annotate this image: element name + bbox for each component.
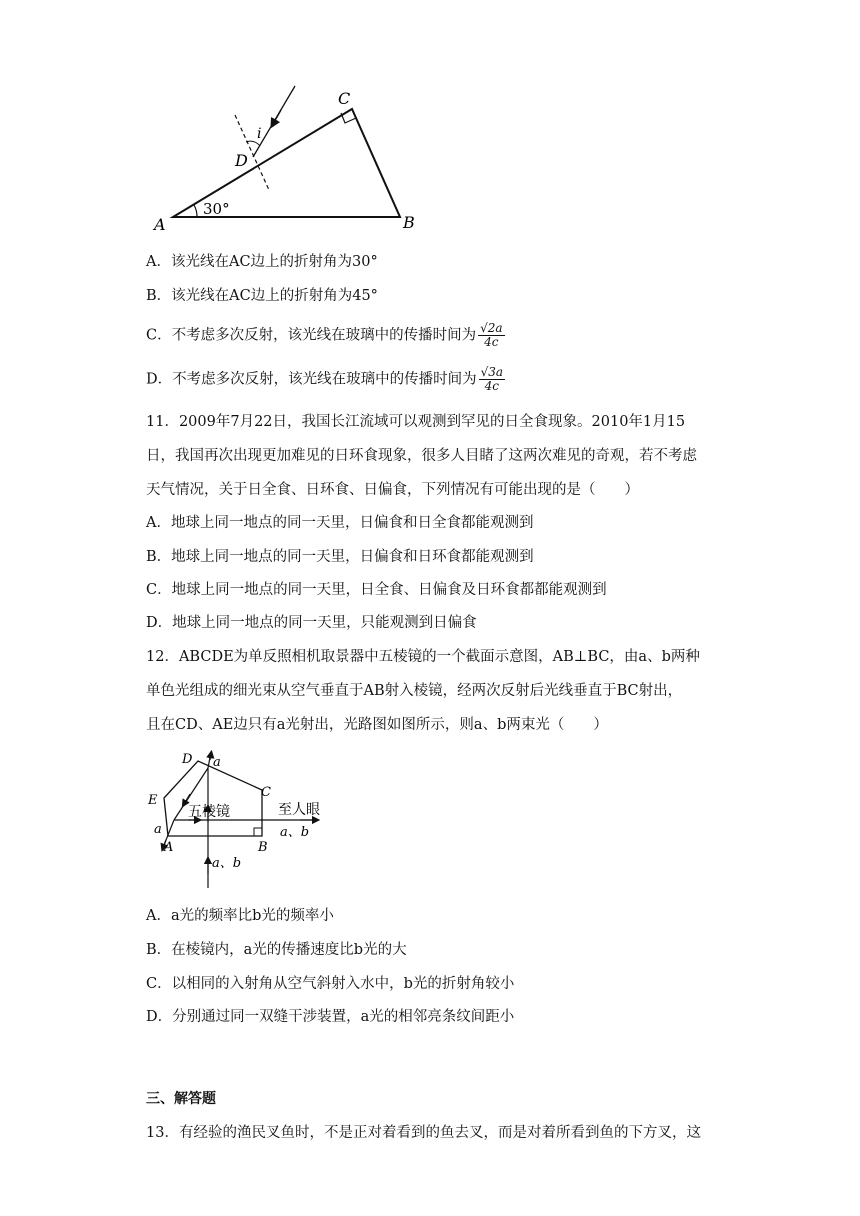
angle-arc [194,205,197,217]
q11-option-a: A．地球上同一地点的同一天里，日偏食和日全食都能观测到 [146,515,534,531]
label-i: i [257,126,262,142]
right-angle-mark-b [254,828,262,836]
label-a: A [154,215,166,234]
q10-option-a: A．该光线在AC边上的折射角为30° [146,254,378,270]
q10-option-c-text: C．不考虑多次反射，该光线在玻璃中的传播时间为 [146,327,477,344]
q11-option-c: C．地球上同一地点的同一天里，日全食、日偏食及日环食都都能观测到 [146,582,607,598]
pentaprism-figure [140,748,350,890]
label-a2: A [164,840,174,855]
label-eye: 至人眼 [278,802,320,818]
label-e: E [148,793,158,808]
reflected-arrow [184,794,190,804]
label-d2: D [182,752,193,767]
label-angle: 30° [203,200,230,218]
q10-option-d-text: D．不考虑多次反射，该光线在玻璃中的传播时间为 [146,371,477,388]
label-b: B [403,213,415,232]
label-prism: 五棱镜 [188,804,230,820]
q10-option-c-fraction: $\frac{√2a}{4c}$ [480,321,503,349]
label-c2: C [261,785,271,800]
q11-option-b: B．地球上同一地点的同一天里，日偏食和日环食都能观测到 [146,549,534,565]
q12-stem-line-3: 且在CD、AE边只有a光射出，光路图如图所示，则a、b两束光（ ） [146,717,608,733]
q10-option-d-fraction: $\frac{√3a}{4c}$ [480,365,504,393]
q10-option-d [146,366,505,393]
q11-stem-line-3: 天气情况，关于日全食、日环食、日偏食，下列情况有可能出现的是（ ） [146,482,639,498]
label-d: D [235,151,248,170]
q12-option-c: C．以相同的入射角从空气斜射入水中，b光的折射角较小 [146,976,515,992]
label-b2: B [258,840,268,855]
label-a-left: a [154,822,162,837]
q12-stem-line-2: 单色光组成的细光束从空气垂直于AB射入棱镜，经两次反射后光线垂直于BC射出， [146,683,683,699]
label-a-top: a [213,755,221,770]
q11-stem-line-1: 11．2009年7月22日，我国长江流域可以观测到罕见的日全食现象。2010年1月15 [146,414,686,430]
prism-outline [164,761,262,836]
q12-option-d: D．分别通过同一双缝干涉装置，a光的相邻亮条纹间距小 [146,1009,515,1025]
q11-option-d: D．地球上同一地点的同一天里，只能观测到日偏食 [146,615,477,631]
q12-option-a: A．a光的频率比b光的频率小 [146,908,334,924]
section-heading: 三、解答题 [146,1091,216,1107]
q10-option-b: B．该光线在AC边上的折射角为45° [146,288,378,304]
q12-stem-line-1: 12．ABCDE为单反照相机取景器中五棱镜的一个截面示意图，AB⊥BC，由a、b两种 [146,649,700,665]
q13-stem-line-1: 13．有经验的渔民叉鱼时，不是正对着看到的鱼去叉，而是对着所看到鱼的下方叉，这 [146,1125,701,1141]
label-c: C [338,89,351,108]
triangle-figure [145,80,435,240]
label-ab-right: a、b [280,825,310,840]
q12-option-b: B．在棱镜内，a光的传播速度比b光的大 [146,942,407,958]
q10-option-c [146,322,505,349]
incident-arrow [273,110,281,124]
label-ab-bottom: a、b [212,856,242,871]
q11-stem-line-2: 日，我国再次出现更加难见的日环食现象，很多人目睹了这两次难见的奇观，若不考虑 [146,448,697,464]
